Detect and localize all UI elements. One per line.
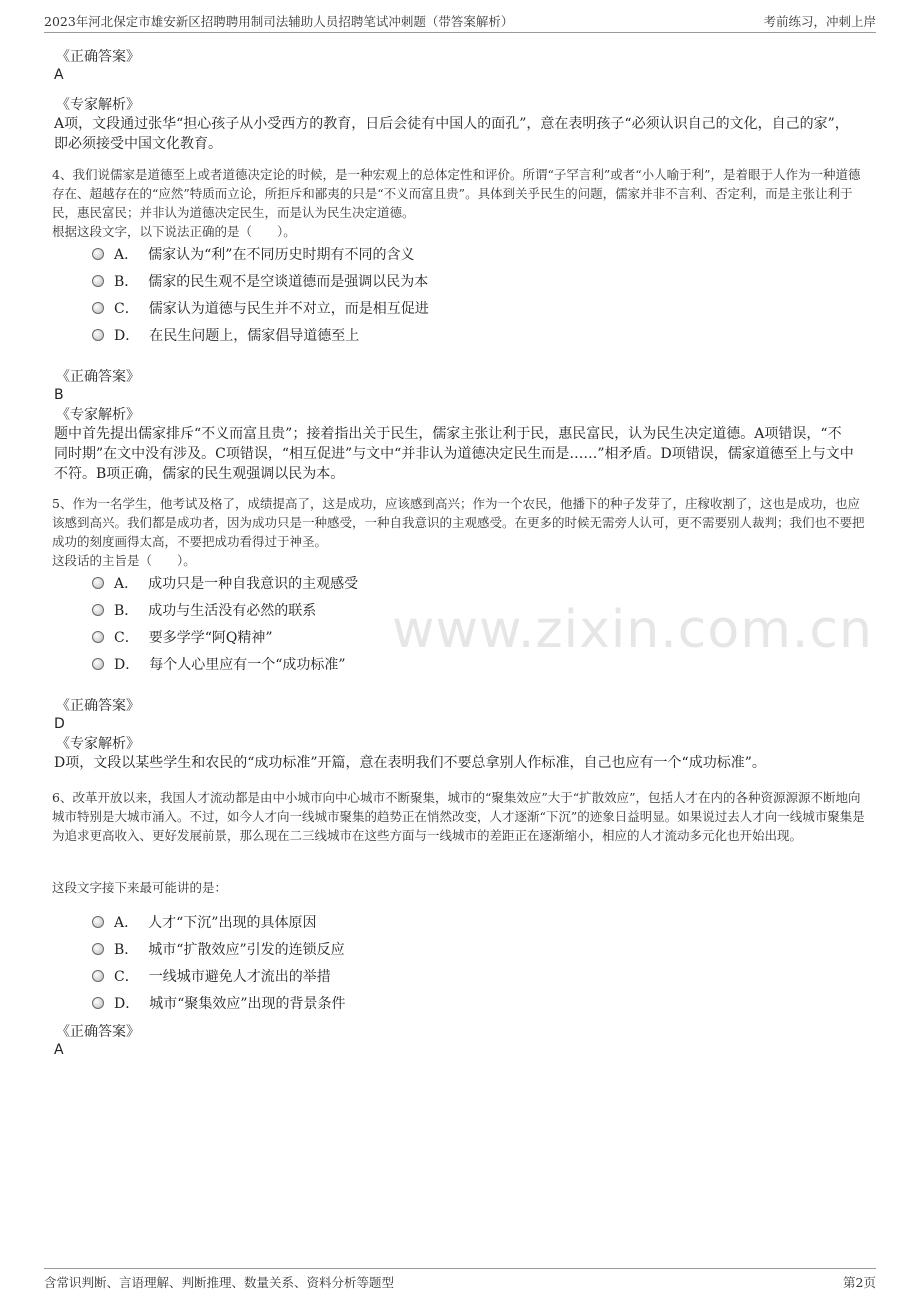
answer-value: B	[54, 387, 64, 403]
page-footer	[44, 1268, 876, 1291]
option-text: 城市“扩散效应”引发的连锁反应	[148, 942, 345, 958]
option-a[interactable]: A． 人才“下沉”出现的具体原因	[92, 914, 316, 932]
option-c[interactable]: C． 要多学学“阿Q精神”	[92, 629, 273, 647]
answer-label: 《正确答案》	[56, 49, 140, 65]
radio-button-icon[interactable]	[92, 970, 104, 982]
option-text: 儒家的民生观不是空谈道德而是强调以民为本	[148, 274, 429, 290]
radio-button-icon[interactable]	[92, 604, 104, 616]
radio-button-icon[interactable]	[92, 631, 104, 643]
answer-value: A	[54, 67, 64, 83]
option-c[interactable]: C． 儒家认为道德与民生并不对立，而是相互促进	[92, 300, 429, 318]
option-text: 在民生问题上，儒家倡导道德至上	[149, 328, 360, 344]
page-number: 第2页	[843, 1275, 876, 1290]
question-stem: 4、我们说儒家是道德至上或者道德决定论的时候，是一种宏观上的总体定性和评价。所谓“子罕言利”或者“小人喻于利”，是着眼于人作为一种道德存在、超越存在的“应然”特质而立论，所拒斥和鄙夷的只是“不义而富且贵”。具体到关乎民生的问题，儒家并非不言利、否定利，而是主张让利于民，惠民富民；并非认为道德决定民生，而是认为民生决定道德。	[52, 167, 861, 220]
option-d[interactable]: D． 在民生问题上，儒家倡导道德至上	[92, 327, 359, 345]
option-a[interactable]: A． 成功只是一种自我意识的主观感受	[92, 575, 358, 593]
question-stem: 6、改革开放以来，我国人才流动都是由中小城市向中心城市不断聚集，城市的“聚集效应”大于“扩散效应”，包括人才在内的各种资源源源不断地向城市特别是大城市涌入。不过，如今人才向一线城市聚集的趋势正在悄然改变，人才逐渐“下沉”的迹象日益明显。如果说过去人才向一线城市聚集是为追求更高收入、更好发展前景，那么现在二三线城市在这些方面与一线城市的差距正在逐渐缩小，相应的人才流动多元化也开始出现。	[52, 790, 865, 843]
answer-label: 《正确答案》	[56, 369, 140, 385]
option-text: 人才“下沉”出现的具体原因	[148, 915, 317, 931]
question-prompt: 这段文字接下来最可能讲的是：	[52, 880, 228, 895]
document-title: 2023年河北保定市雄安新区招聘聘用制司法辅助人员招聘笔试冲刺题（带答案解析）	[44, 14, 514, 29]
radio-button-icon[interactable]	[92, 658, 104, 670]
answer-label: 《正确答案》	[56, 1024, 140, 1040]
footer-text: 含常识判断、言语理解、判断推理、数量关系、资料分析等题型	[44, 1275, 395, 1290]
analysis-label: 《专家解析》	[56, 407, 140, 423]
option-text: 成功只是一种自我意识的主观感受	[148, 576, 359, 592]
radio-button-icon[interactable]	[92, 916, 104, 928]
page-header	[44, 10, 876, 33]
option-b[interactable]: B． 城市“扩散效应”引发的连锁反应	[92, 941, 345, 959]
analysis-text: 题中首先提出儒家排斥“不义而富且贵”；接着指出关于民生，儒家主张让利于民，惠民富民，认为民生决定道德。A项错误，“不同时期”在文中没有涉及。C项错误，“相互促进”与文中“并非认为道德决定民生而是……”相矛盾。D项错误，儒家道德至上与文中不符。B项正确，儒家的民生观强调以民为本。	[54, 426, 854, 482]
radio-button-icon[interactable]	[92, 302, 104, 314]
question-prompt: 这段话的主旨是（ ）。	[52, 553, 196, 568]
option-a[interactable]: A． 儒家认为“利”在不同历史时期有不同的含义	[92, 246, 414, 264]
answer-value: D	[54, 716, 65, 732]
option-text: 儒家认为“利”在不同历史时期有不同的含义	[148, 247, 415, 263]
radio-button-icon[interactable]	[92, 997, 104, 1009]
question-prompt: 根据这段文字，以下说法正确的是（ ）。	[52, 224, 296, 239]
option-b[interactable]: B． 成功与生活没有必然的联系	[92, 602, 316, 620]
option-text: 成功与生活没有必然的联系	[148, 603, 317, 619]
watermark: www.zixin.com.cn	[392, 600, 873, 660]
radio-button-icon[interactable]	[92, 329, 104, 341]
option-text: 要多学学“阿Q精神”	[148, 630, 273, 646]
option-d[interactable]: D． 每个人心里应有一个“成功标准”	[92, 656, 346, 674]
answer-value: A	[54, 1042, 64, 1058]
answer-label: 《正确答案》	[56, 698, 140, 714]
analysis-text: A项，文段通过张华“担心孩子从小受西方的教育，日后会徒有中国人的面孔”，意在表明孩子“必须认识自己的文化，自己的家”，即必须接受中国文化教育。	[54, 116, 849, 152]
header-slogan: 考前练习，冲刺上岸	[763, 14, 876, 29]
radio-button-icon[interactable]	[92, 275, 104, 287]
option-text: 城市“聚集效应”出现的背景条件	[149, 996, 346, 1012]
analysis-label: 《专家解析》	[56, 97, 140, 113]
analysis-text: D项，文段以某些学生和农民的“成功标准”开篇，意在表明我们不要总拿别人作标准，自己也应有一个“成功标准”。	[54, 755, 766, 771]
analysis-label: 《专家解析》	[56, 736, 140, 752]
question-stem: 5、作为一名学生，他考试及格了，成绩提高了，这是成功，应该感到高兴；作为一个农民，他播下的种子发芽了，庄稼收割了，这也是成功，也应该感到高兴。我们都是成功者，因为成功只是一种感受，一种自我意识的主观感受。在更多的时候无需旁人认可，更不需要别人裁判；我们也不要把成功的刻度画得太高，不要把成功看得过于神圣。	[52, 496, 865, 549]
option-text: 儒家认为道德与民生并不对立，而是相互促进	[148, 301, 429, 317]
option-text: 每个人心里应有一个“成功标准”	[149, 657, 346, 673]
radio-button-icon[interactable]	[92, 248, 104, 260]
radio-button-icon[interactable]	[92, 943, 104, 955]
option-c[interactable]: C． 一线城市避免人才流出的举措	[92, 968, 331, 986]
option-text: 一线城市避免人才流出的举措	[148, 969, 331, 985]
radio-button-icon[interactable]	[92, 577, 104, 589]
option-d[interactable]: D． 城市“聚集效应”出现的背景条件	[92, 995, 346, 1013]
option-b[interactable]: B． 儒家的民生观不是空谈道德而是强调以民为本	[92, 273, 428, 291]
